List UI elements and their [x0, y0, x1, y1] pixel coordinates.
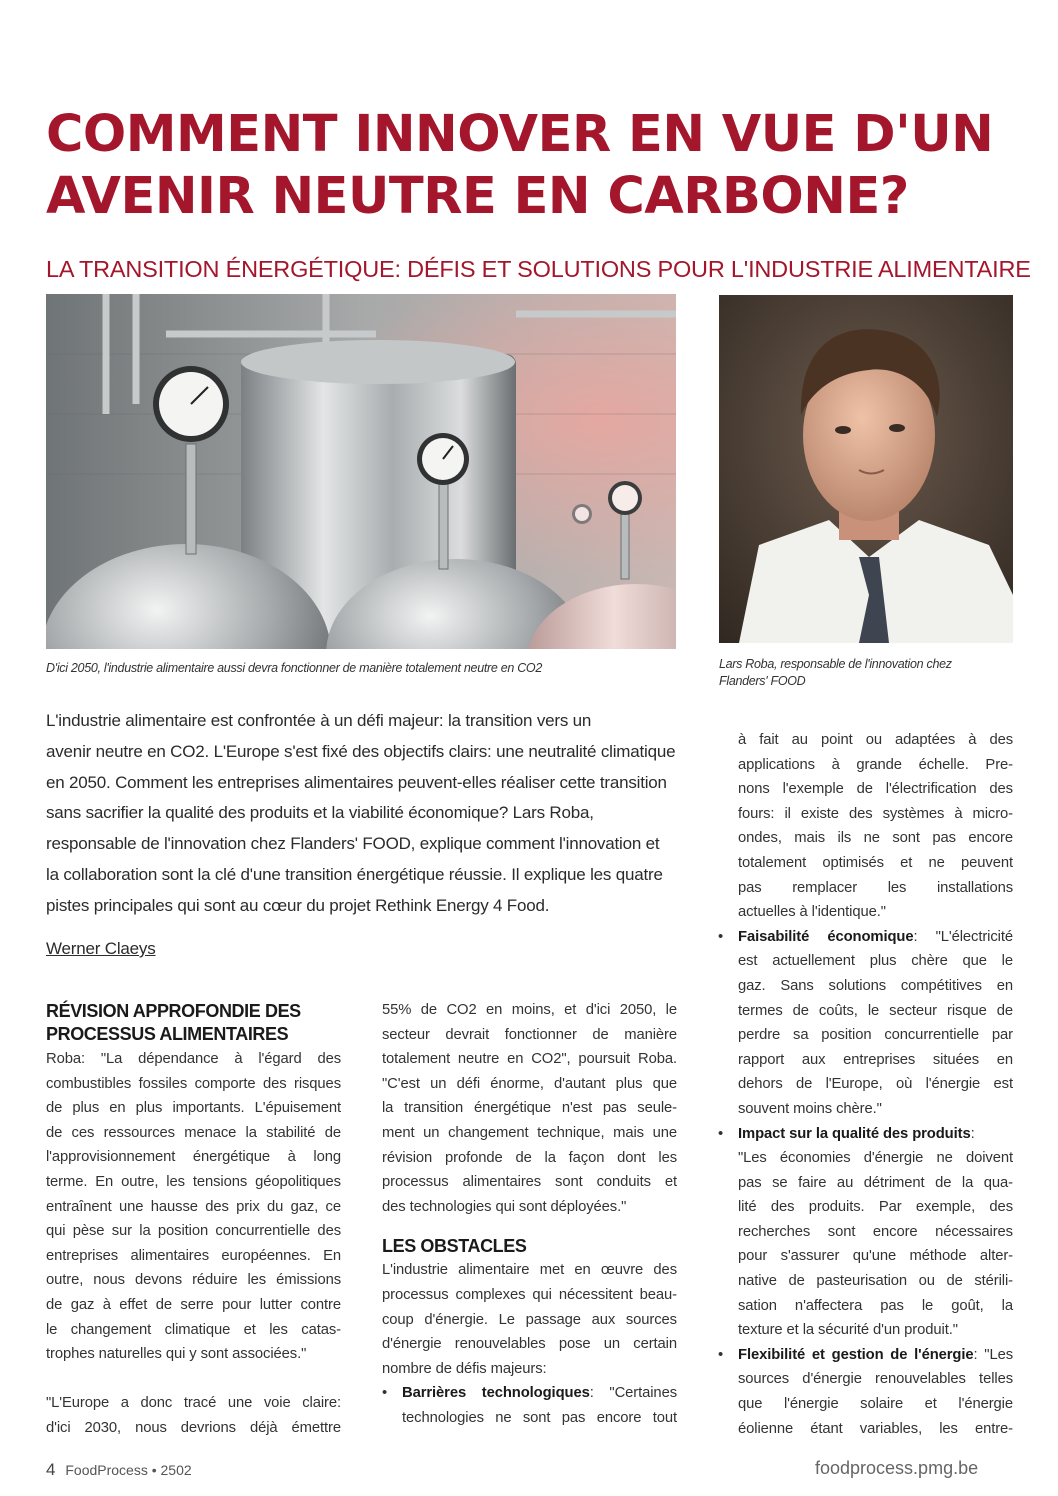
text-line: rapport aux entreprises situées en — [738, 1051, 1013, 1068]
bullet-item — [718, 1343, 1013, 1441]
bullet-text: : — [970, 1125, 975, 1142]
text-line: entraînent une hausse des prix du gaz, ce — [46, 1198, 341, 1215]
text-line: ment un changement technique, mais une — [382, 1124, 677, 1141]
text-line: pas se faire au détriment de la qua- — [738, 1174, 1013, 1191]
bullet-continuation — [718, 728, 1013, 925]
section-heading-revision — [46, 1000, 341, 1046]
intro-line: responsable de l'innovation chez Flanders' FOOD, explique comment l'innovation et — [46, 834, 660, 854]
text-line: secteur devrait fonctionner de manière — [382, 1026, 677, 1043]
intro-line: en 2050. Comment les entreprises alimentaires peuvent-elles réaliser cette transition — [46, 772, 667, 792]
text-line: pas remplacer les installations — [738, 879, 1013, 896]
heading-line: RÉVISION APPROFONDIE DES — [46, 1001, 301, 1021]
text-line: est actuellement plus chère que le — [738, 953, 1013, 970]
website-link[interactable]: foodprocess.pmg.be — [815, 1458, 979, 1478]
text-line: des technologies qui sont déployées." — [382, 1198, 627, 1215]
text-line: gaz. Sans solutions compétitives en — [738, 977, 1013, 994]
text-line: "Les économies d'énergie ne doivent — [738, 1150, 1013, 1167]
column-3 — [718, 728, 1013, 1441]
bullet-item — [718, 1122, 1013, 1343]
text-line: le changement climatique et les catas- — [46, 1321, 341, 1338]
column-2-text-b — [382, 1258, 677, 1430]
main-photo-caption: D'ici 2050, l'industrie alimentaire aussi devra fonctionner de manière totalement neutre en CO2 — [46, 661, 543, 675]
article-title — [46, 104, 1026, 228]
bullet-title: Flexibilité et gestion de l'énergie — [738, 1346, 974, 1363]
tanks-photo — [46, 294, 676, 649]
text-line: actuelles à l'identique." — [738, 904, 886, 921]
bullet-line — [738, 925, 1013, 950]
page-number: 4 — [46, 1460, 56, 1479]
text-line: que l'énergie solaire et l'énergie — [738, 1396, 1013, 1413]
text-line: de gaz à effet de serre pour lutter contre — [46, 1296, 341, 1313]
intro-paragraph — [46, 706, 681, 922]
bullet-dot: • — [718, 1346, 724, 1363]
text-line: fours: il existe des systèmes à micro- — [738, 805, 1013, 822]
text-line: d'ici 2030, nous devrions déjà émettre — [46, 1419, 341, 1436]
bullet-title: Impact sur la qualité des produits — [738, 1125, 971, 1142]
text-line: L'industrie alimentaire met en œuvre des — [382, 1262, 677, 1279]
bullet-item — [718, 925, 1013, 1122]
bullet-dot: • — [718, 928, 724, 945]
text-line: nons l'exemple de l'électrification des — [738, 781, 1013, 798]
column-2-text — [382, 998, 677, 1219]
publication-name: FoodProcess • 2502 — [65, 1462, 192, 1478]
title-line-1: COMMENT INNOVER EN VUE D'UN — [46, 105, 994, 164]
bullet-dot: • — [718, 1125, 724, 1142]
text-line: de ces ressources menace la stabilité de — [46, 1124, 341, 1141]
text-line: terme. En outre, les tensions géopolitiques — [46, 1173, 341, 1190]
intro-line: L'industrie alimentaire est confrontée à un défi majeur: la transition vers un — [46, 711, 592, 730]
text-line: l'approvisionnement énergétique à long — [46, 1149, 341, 1166]
portrait-caption-line-1: Lars Roba, responsable de l'innovation chez — [719, 657, 952, 671]
bullet-line — [402, 1381, 677, 1406]
section-heading-obstacles: LES OBSTACLES — [382, 1236, 527, 1257]
portrait-caption — [719, 656, 1019, 690]
bullet-item — [382, 1381, 677, 1430]
bullet-dot: • — [382, 1385, 388, 1402]
text-line: 55% de CO2 en moins, et d'ici 2050, le — [382, 1002, 677, 1018]
text-line: outre, nous devons réduire les émissions — [46, 1272, 341, 1289]
text-line: lité des produits. Par exemple, des — [738, 1199, 1013, 1216]
text-line: recherches sont encore nécessaires — [738, 1223, 1013, 1240]
text-line: sources d'énergie renouvelables telles — [738, 1371, 1013, 1388]
portrait-caption-line-2: Flanders' FOOD — [719, 674, 806, 688]
intro-line: pistes principales qui sont au cœur du projet Rethink Energy 4 Food. — [46, 895, 550, 915]
title-line-2: AVENIR NEUTRE EN CARBONE? — [46, 167, 909, 226]
text-line: "C'est un défi énorme, d'autant plus que — [382, 1075, 677, 1092]
text-line: totalement neutre en CO2", poursuit Roba. — [382, 1051, 677, 1068]
bullet-line — [738, 1343, 1013, 1368]
text-line: coup d'énergie. Le passage aux sources — [382, 1311, 677, 1328]
portrait-photo — [719, 295, 1013, 643]
text-line: d'énergie renouvelables pose un certain — [382, 1336, 677, 1353]
bullet-text: : "Les — [973, 1346, 1014, 1363]
text-line: nombre de défis majeurs: — [382, 1360, 547, 1377]
author-link[interactable]: Werner Claeys — [46, 939, 156, 958]
article-subtitle: LA TRANSITION ÉNERGÉTIQUE: DÉFIS ET SOLUTIONS POUR L'INDUSTRIE ALIMENTAIRE — [46, 256, 1031, 282]
text-line: pour s'assurer qu'une méthode alter- — [738, 1248, 1013, 1265]
intro-line: la collaboration sont la clé d'une transition énergétique réussie. Il explique les quatre — [46, 864, 663, 884]
text-line: trophes naturelles qui y sont associées." — [46, 1346, 307, 1363]
text-line: sation n'affectera pas le goût, la — [738, 1297, 1013, 1314]
text-line: dehors de l'Europe, où l'énergie est — [738, 1076, 1013, 1093]
text-line: révision profonde de la façon dont les — [382, 1149, 677, 1166]
text-line: processus complexes qui nécessitent beau- — [382, 1286, 677, 1303]
bullet-title: Faisabilité économique — [738, 928, 914, 945]
bullet-text: : "L'électricité — [913, 928, 1013, 945]
text-line: "L'Europe a donc tracé une voie claire: — [46, 1395, 341, 1412]
column-2 — [382, 998, 677, 1431]
column-1 — [46, 1000, 341, 1441]
text-line: à fait au point ou adaptées à des — [738, 732, 1013, 748]
text-line: la transition énergétique n'est pas seule- — [382, 1100, 677, 1117]
text-line: ondes, mais ils ne sont pas encore — [738, 830, 1013, 847]
column-3-text — [718, 728, 1013, 1441]
footer-left — [46, 1460, 192, 1480]
intro-line: sans sacrifier la qualité des produits et la viabilité économique? Lars Roba, — [46, 803, 594, 823]
text-line: Roba: "La dépendance à l'égard des — [46, 1051, 341, 1067]
text-line: applications à grande échelle. Pre- — [738, 756, 1013, 773]
column-1-text — [46, 1047, 341, 1441]
text-line: texture et la sécurité d'un produit." — [738, 1322, 958, 1339]
text-line: combustibles fossiles comporte des risques — [46, 1075, 341, 1092]
text-line: termes de coûts, le secteur risque de — [738, 1002, 1013, 1019]
text-line: native de pasteurisation ou de stérili- — [738, 1273, 1013, 1290]
text-line: éolienne étant variables, les entre- — [738, 1420, 1013, 1437]
text-line: totalement optimisés et ne peuvent — [738, 854, 1013, 871]
text-line: perdre sa position concurrentielle par — [738, 1027, 1013, 1044]
heading-line: PROCESSUS ALIMENTAIRES — [46, 1024, 289, 1044]
text-line: entreprises alimentaires européennes. En — [46, 1247, 341, 1264]
bullet-line — [738, 1122, 1013, 1147]
text-line: de plus en plus importants. L'épuisement — [46, 1100, 341, 1117]
bullet-title: Barrières technologiques — [402, 1385, 590, 1402]
text-line: qui pèse sur la position concurrentielle des — [46, 1223, 341, 1240]
text-line: technologies ne sont pas encore tout — [402, 1409, 677, 1426]
intro-line: avenir neutre en CO2. L'Europe s'est fixé des objectifs clairs: une neutralité climatique — [46, 741, 676, 761]
text-line: souvent moins chère." — [738, 1100, 882, 1117]
text-line: processus alimentaires sont conduits et — [382, 1174, 677, 1191]
bullet-text: : "Certaines — [589, 1385, 677, 1402]
